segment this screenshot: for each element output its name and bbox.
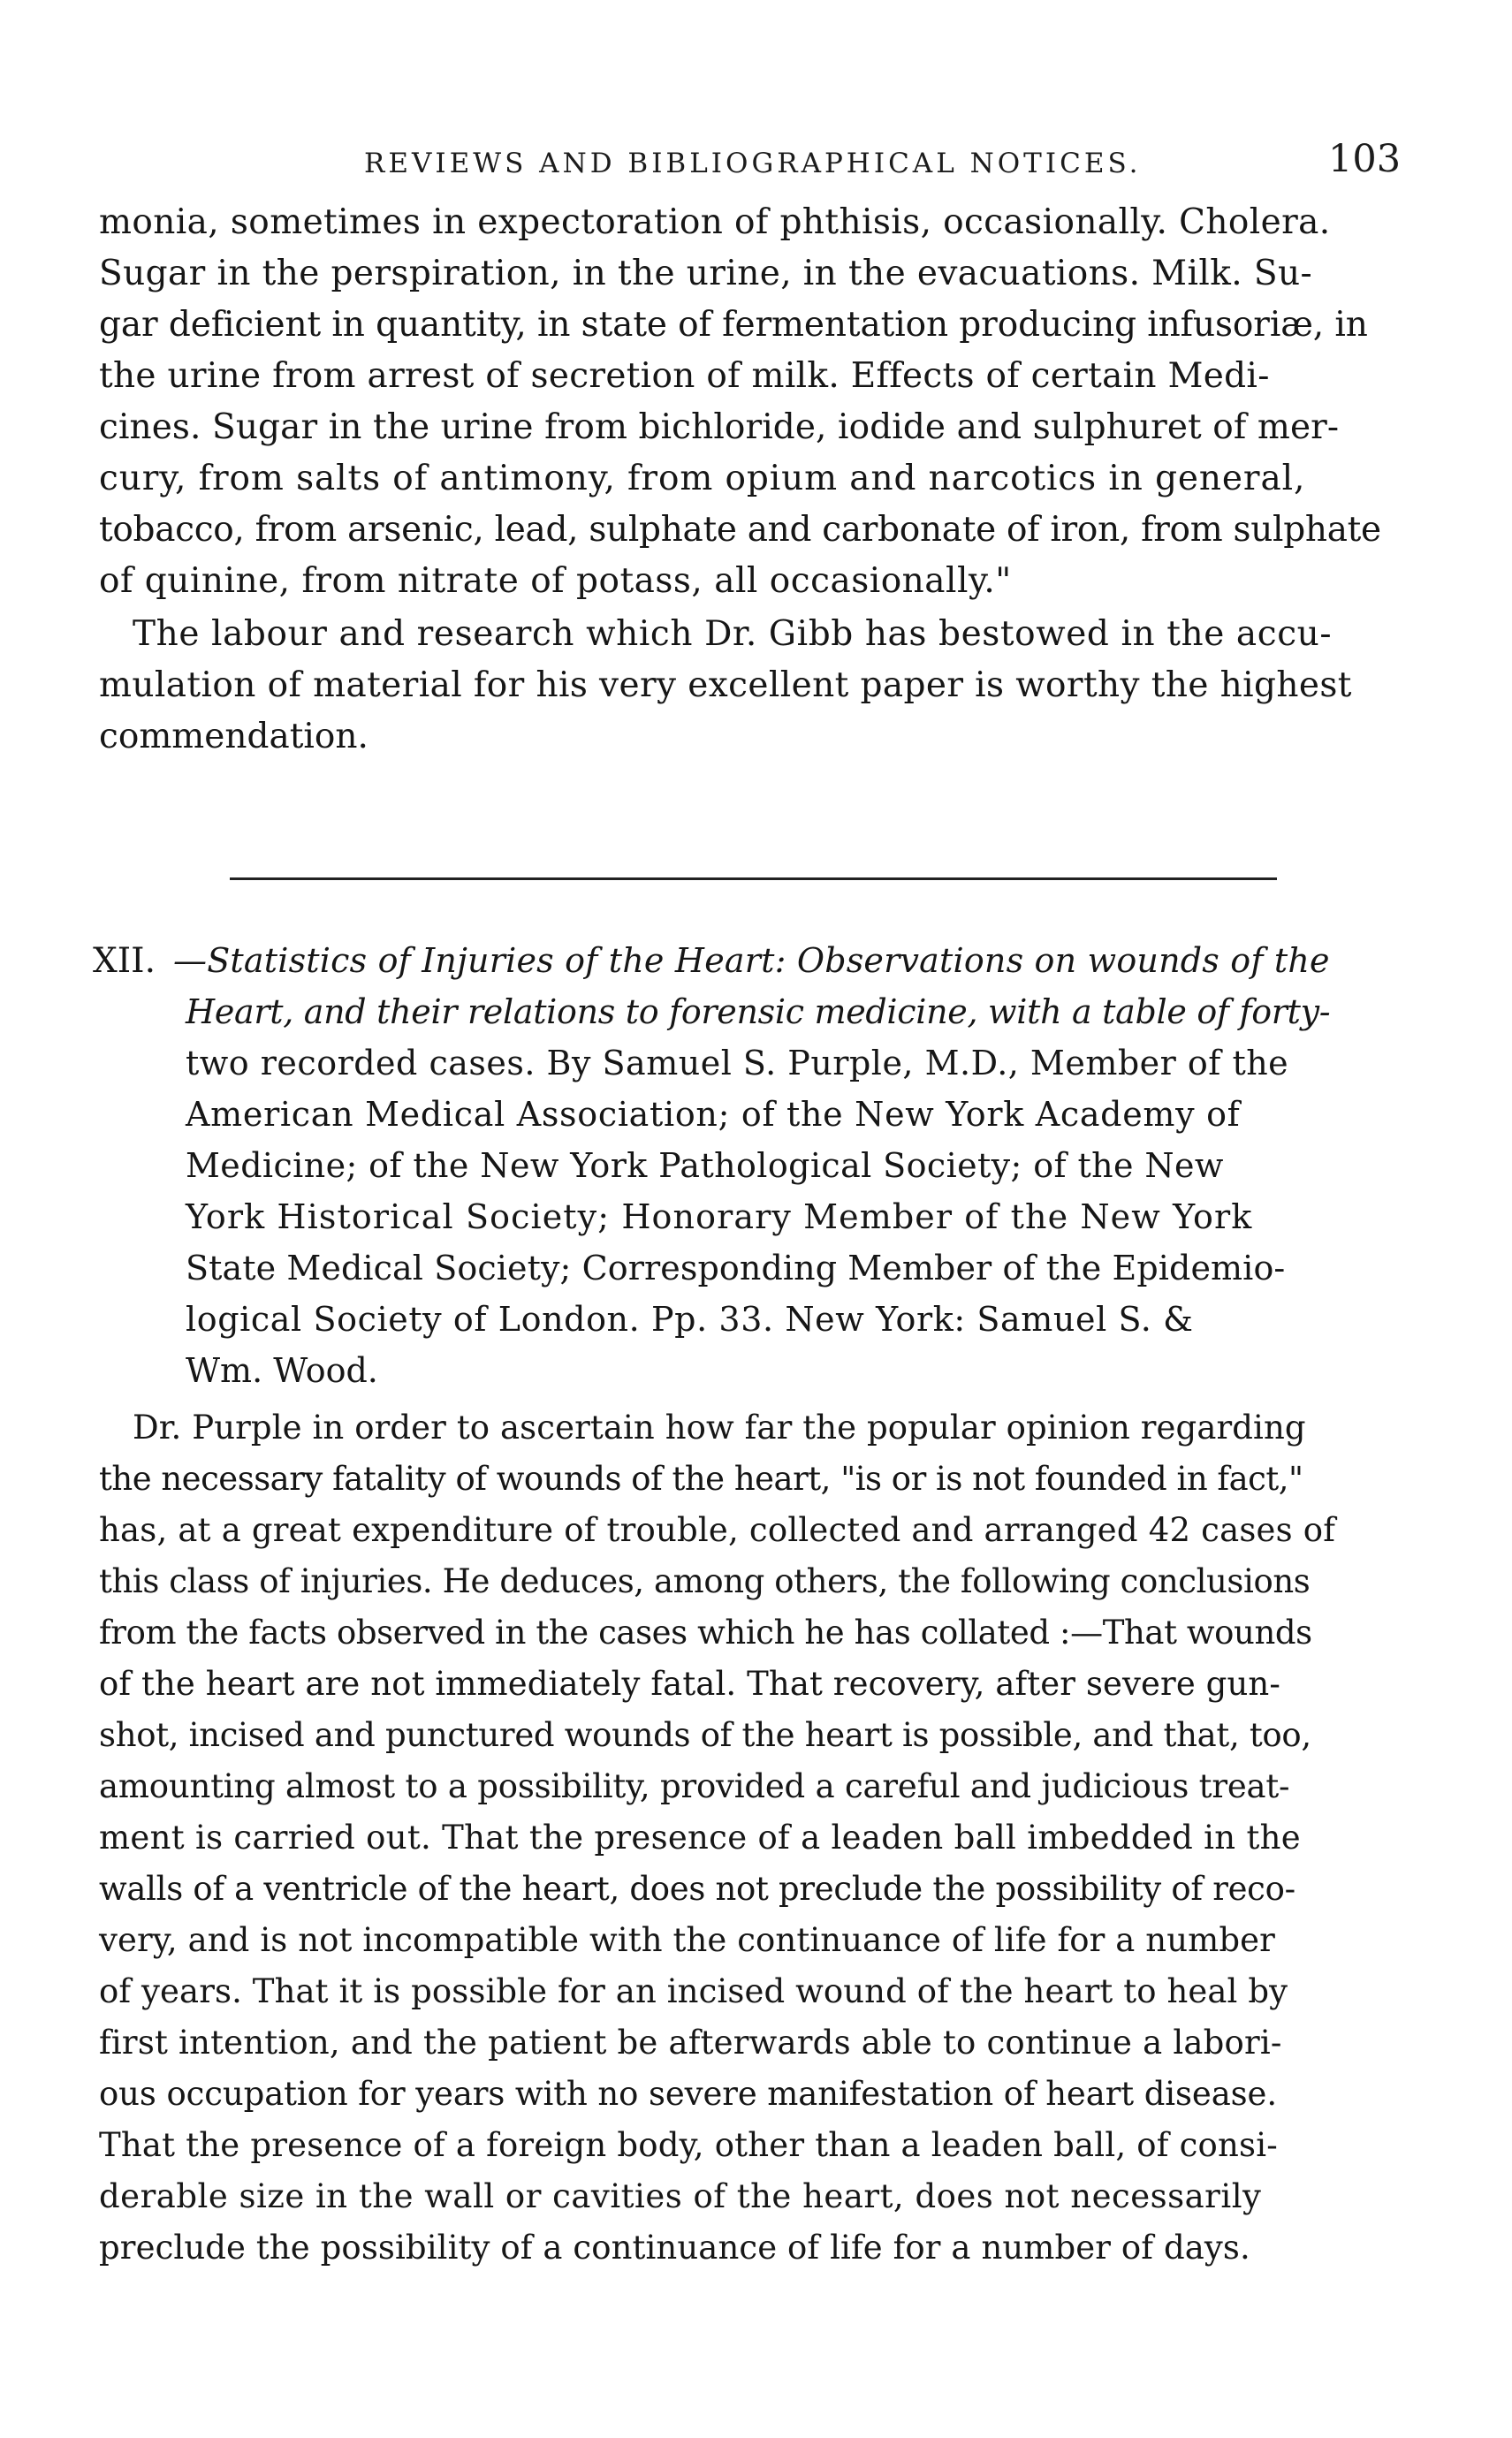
text-line: this class of injuries. He deduces, among others, the following conclusions bbox=[99, 1562, 1311, 1600]
text-line: of quinine, from nitrate of potass, all occasionally." bbox=[99, 561, 1012, 601]
text-line: cury, from salts of antimony, from opium and narcotics in general, bbox=[99, 459, 1306, 498]
text-line: has, at a great expenditure of trouble, collected and arranged 42 cases of bbox=[99, 1511, 1336, 1549]
text-line: walls of a ventricle of the heart, does not preclude the possibility of reco- bbox=[99, 1870, 1295, 1908]
text-line: the necessary fatality of wounds of the heart, "is or is not founded in fact," bbox=[99, 1460, 1303, 1498]
review-title-line: —Statistics of Injuries of the Heart: Observations on wounds of the bbox=[173, 941, 1330, 980]
text-line: from the facts observed in the cases which he has collated :—That wounds bbox=[99, 1614, 1312, 1652]
review-title-line: Medicine; of the New York Pathological Society; of the New bbox=[186, 1146, 1224, 1185]
text-line: of years. That it is possible for an incised wound of the heart to heal by bbox=[99, 1972, 1288, 2010]
review-title-line: York Historical Society; Honorary Member of the New York bbox=[186, 1197, 1253, 1236]
review-number: XII. bbox=[93, 941, 156, 981]
text-line: That the presence of a foreign body, other than a leaden ball, of consi- bbox=[99, 2126, 1278, 2164]
text-line: ous occupation for years with no severe manifestation of heart disease. bbox=[99, 2075, 1278, 2113]
review-title-line: American Medical Association; of the New York Academy of bbox=[186, 1095, 1241, 1134]
text-line: the urine from arrest of secretion of milk. Effects of certain Medi- bbox=[99, 356, 1270, 396]
text-line: mulation of material for his very excellent paper is worthy the highest bbox=[99, 665, 1352, 705]
text-line: commendation. bbox=[99, 717, 369, 756]
section-divider bbox=[230, 877, 1277, 880]
text-line: Dr. Purple in order to ascertain how far the popular opinion regarding bbox=[133, 1409, 1306, 1447]
text-line: Sugar in the perspiration, in the urine, in the evacuations. Milk. Su- bbox=[99, 254, 1313, 293]
text-line: The labour and research which Dr. Gibb has bestowed in the accu- bbox=[133, 614, 1333, 654]
text-line: monia, sometimes in expectoration of phthisis, occasionally. Cholera. bbox=[99, 202, 1331, 242]
text-line: of the heart are not immediately fatal. That recovery, after severe gun- bbox=[99, 1665, 1280, 1703]
running-head: REVIEWS AND BIBLIOGRAPHICAL NOTICES. bbox=[364, 148, 1142, 179]
review-title-line: Wm. Wood. bbox=[186, 1351, 378, 1390]
review-title-line: two recorded cases. By Samuel S. Purple, M.D., Member of the bbox=[186, 1044, 1289, 1082]
review-title-line: Heart, and their relations to forensic medicine, with a table of forty- bbox=[186, 992, 1331, 1031]
text-line: preclude the possibility of a continuance of life for a number of days. bbox=[99, 2229, 1250, 2267]
review-title-line: State Medical Society; Corresponding Member of the Epidemio- bbox=[186, 1249, 1286, 1287]
text-line: tobacco, from arsenic, lead, sulphate and carbonate of iron, from sulphate bbox=[99, 510, 1381, 550]
text-line: gar deficient in quantity, in state of fermentation producing infusoriæ, in bbox=[99, 305, 1368, 345]
review-title-line: logical Society of London. Pp. 33. New York: Samuel S. & bbox=[186, 1300, 1194, 1339]
text-line: very, and is not incompatible with the continuance of life for a number bbox=[99, 1921, 1275, 1959]
text-line: cines. Sugar in the urine from bichloride, iodide and sulphuret of mer- bbox=[99, 407, 1340, 447]
text-line: derable size in the wall or cavities of the heart, does not necessarily bbox=[99, 2177, 1262, 2215]
text-line: first intention, and the patient be afterwards able to continue a labori- bbox=[99, 2024, 1282, 2062]
text-line: amounting almost to a possibility, provided a careful and judicious treat- bbox=[99, 1767, 1290, 1805]
text-line: shot, incised and punctured wounds of the heart is possible, and that, too, bbox=[99, 1716, 1311, 1754]
text-line: ment is carried out. That the presence of a leaden ball imbedded in the bbox=[99, 1819, 1301, 1857]
page-number: 103 bbox=[1328, 137, 1402, 181]
